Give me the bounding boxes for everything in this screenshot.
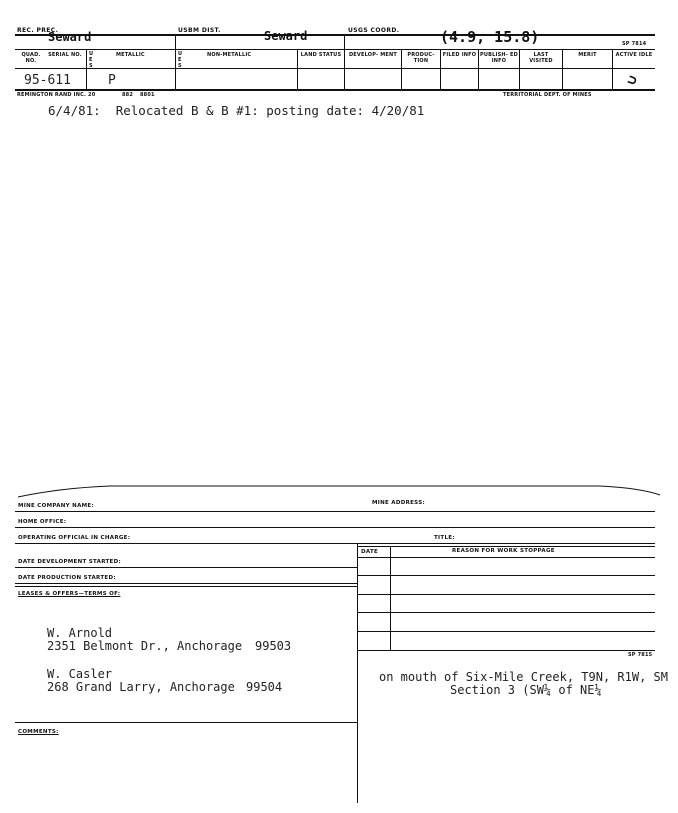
mine-address-label: MINE ADDRESS:	[372, 500, 425, 506]
card-top-edge	[0, 484, 678, 498]
lessee-1-address: 2351 Belmont Dr., Anchorage	[47, 639, 243, 653]
rule-stoppage-2	[357, 594, 655, 595]
dept-label: TERRITORIAL DEPT. OF MINES	[503, 92, 592, 98]
rule-stoppage-5	[357, 650, 655, 651]
lessee-2-zip: 99504	[246, 680, 283, 694]
rec-prec-label: REC. PREC.	[17, 27, 59, 34]
col-divider	[175, 34, 176, 89]
usgs-coord-label: USGS COORD.	[348, 27, 400, 34]
rule-home-office	[15, 527, 655, 528]
top-form-number: SP 7814	[622, 41, 647, 47]
rule-date-prod-double	[15, 586, 357, 587]
published-info-label: PUBLISH- ED INFO	[480, 52, 518, 64]
metallic-label: METALLIC	[116, 52, 145, 58]
rule-date-prod	[15, 583, 357, 584]
comments-label: COMMENTS:	[18, 729, 59, 735]
col-divider	[86, 49, 87, 89]
production-label: PRODUC- TION	[407, 52, 435, 64]
top-card-value-rule	[15, 68, 655, 69]
lessee-2-address: 268 Grand Larry, Anchorage	[47, 680, 235, 694]
printer-number-2: 8801	[140, 92, 155, 98]
reason-column-label: REASON FOR WORK STOPPAGE	[452, 548, 555, 554]
col-divider	[519, 49, 520, 89]
metallic-code-value: P	[108, 73, 116, 88]
active-idle-label: ACTIVE IDLE	[615, 52, 653, 58]
lessee-1-name: W. Arnold	[47, 626, 113, 640]
col-divider	[478, 49, 479, 89]
metallic-ues-label: U E S	[89, 51, 94, 69]
rule-stoppage-top	[357, 546, 655, 547]
col-divider	[401, 49, 402, 89]
rule-stoppage-1	[357, 575, 655, 576]
date-column-label: DATE	[361, 549, 379, 555]
printer-number-1: 882	[122, 92, 134, 98]
title-label: TITLE:	[434, 535, 455, 541]
usbm-dist-label: USBM DIST.	[178, 27, 221, 34]
operating-official-label: OPERATING OFFICIAL IN CHARGE:	[18, 535, 131, 541]
top-card-bottom-border	[15, 89, 655, 91]
land-status-label: LAND STATUS	[300, 52, 342, 58]
col-divider	[562, 49, 563, 89]
top-card-header-rule	[15, 49, 655, 50]
lessee-2-name: W. Casler	[47, 667, 113, 681]
home-office-label: HOME OFFICE:	[18, 519, 67, 525]
filed-info-label: FILED INFO	[442, 52, 477, 58]
quad-serial-value: 95-611	[24, 73, 71, 88]
rule-stoppage-4	[357, 631, 655, 632]
lessee-1-zip: 99503	[255, 639, 292, 653]
col-divider	[297, 49, 298, 89]
usgs-coord-value: (4.9, 15.8)	[440, 28, 540, 46]
last-visited-label: LAST VISITED	[529, 52, 553, 64]
card-center-divider	[357, 543, 358, 803]
bottom-form-number: SP 7815	[628, 652, 653, 658]
rec-prec-value: Seward	[48, 30, 92, 44]
active-mark-value: ⊃	[625, 69, 640, 91]
location-line-2: Section 3 (SW¼ of NE¼	[450, 683, 602, 697]
col-divider	[612, 49, 613, 89]
date-development-label: DATE DEVELOPMENT STARTED:	[18, 559, 121, 565]
leases-label: LEASES & OFFERS—TERMS OF:	[18, 591, 121, 597]
development-label: DEVELOP- MENT	[348, 52, 398, 58]
col-divider	[344, 34, 345, 89]
non-metallic-ues-label: U E S	[178, 51, 183, 69]
usbm-dist-value: Seward	[264, 29, 308, 43]
rule-stoppage-3	[357, 612, 655, 613]
location-line-1: on mouth of Six-Mile Creek, T9N, R1W, SM	[379, 670, 668, 684]
rule-company	[15, 511, 655, 512]
mine-company-label: MINE COMPANY NAME:	[18, 503, 94, 509]
date-production-label: DATE PRODUCTION STARTED:	[18, 575, 116, 581]
top-card-top-border	[15, 34, 655, 36]
rule-date-dev	[15, 567, 357, 568]
printer-label: REMINGTON RAND INC. 20	[17, 92, 96, 98]
col-divider	[440, 49, 441, 89]
date-column-divider	[390, 546, 391, 650]
serial-no-label: SERIAL NO.	[48, 52, 82, 58]
rule-comments-top	[15, 722, 357, 723]
relocation-note: 6/4/81: Relocated B & B #1: posting date: 4/20/81	[48, 103, 425, 118]
rule-official	[15, 543, 655, 544]
non-metallic-label: NON-METALLIC	[207, 52, 252, 58]
quad-no-label: QUAD. NO.	[21, 52, 41, 64]
rule-stoppage-header	[357, 557, 655, 558]
merit-label: MERIT	[578, 52, 597, 58]
